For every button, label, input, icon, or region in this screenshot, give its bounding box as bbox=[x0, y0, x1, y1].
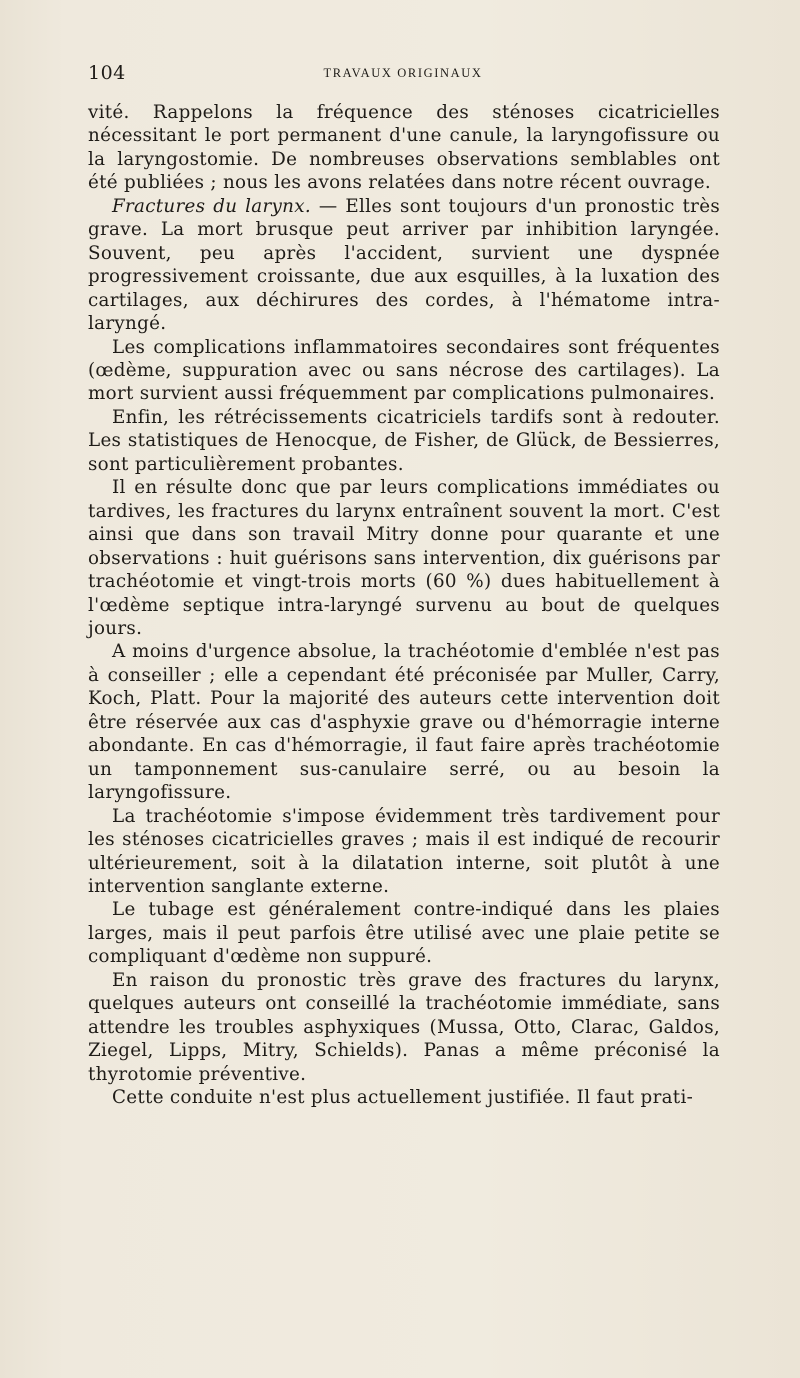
section-title: Fractures du larynx. bbox=[112, 195, 311, 217]
page-header bbox=[88, 62, 718, 88]
body-text bbox=[88, 101, 720, 1109]
paragraph: A moins d'urgence absolue, la trachéotomie d'emblée n'est pas à conseiller ; elle a cependant été préconisée par Muller, Carry, Koch, Platt. Pour la majorité des auteurs cette intervention doit être réservée aux cas d'asphyxie grave ou d'hémorragie interne abondante. En cas d'hémorragie, il faut faire après trachéotomie un tamponnement sus-canulaire serré, ou au besoin la laryngofissure. bbox=[88, 641, 720, 804]
paragraph: Les complications inflammatoires secondaires sont fréquentes (œdème, suppuration avec ou sans nécrose des cartilages). La mort survient aussi fréquemment par complications pulmonaires. bbox=[88, 336, 720, 405]
paragraph: La trachéotomie s'impose évidemment très tardivement pour les sténoses cicatricielles graves ; mais il est indiqué de recourir ultérieurement, soit à la dilatation interne, soit plutôt à une intervention sanglante externe. bbox=[88, 805, 720, 897]
paragraph: Fractures du larynx. — Elles sont toujours d'un pronostic très grave. La mort brusque peut arriver par inhibition laryngée. Souvent, peu après l'accident, survient une dyspnée progressivement croissante, due aux esquilles, à la luxation des cartilages, aux déchirures des cordes, à l'hématome intra-laryngé. bbox=[88, 195, 720, 335]
paragraph: En raison du pronostic très grave des fractures du larynx, quelques auteurs ont conseillé la trachéotomie immédiate, sans attendre les troubles asphyxiques (Mussa, Otto, Clarac, Galdos, Ziegel, Lipps, Mitry, Schields). Panas a même préconisé la thyrotomie préventive. bbox=[88, 969, 720, 1085]
paragraph: Le tubage est généralement contre-indiqué dans les plaies larges, mais il peut parfois être utilisé avec une plaie petite se compliquant d'œdème non suppuré. bbox=[88, 899, 720, 968]
paragraph: Cette conduite n'est plus actuellement justifiée. Il faut prati- bbox=[112, 1087, 694, 1109]
page-number: 104 bbox=[88, 62, 126, 84]
running-head: TRAVAUX ORIGINAUX bbox=[323, 66, 483, 80]
paragraph: vité. Rappelons la fréquence des sténoses cicatricielles nécessitant le port permanent d'une canule, la laryngofissure ou la laryngostomie. De nombreuses observations semblables ont été publiées ; nous les avons relatées dans notre récent ouvrage. bbox=[88, 102, 720, 194]
paragraph: Il en résulte donc que par leurs complications immédiates ou tardives, les fractures du larynx entraînent souvent la mort. C'est ainsi que dans son travail Mitry donne pour quarante et une observations : huit guérisons sans intervention, dix guérisons par trachéotomie et vingt-trois morts (60 %) dues habituellement à l'œdème septique intra-laryngé survenu au bout de quelques jours. bbox=[88, 477, 720, 639]
paragraph: Enfin, les rétrécissements cicatriciels tardifs sont à redouter. Les statistiques de Henocque, de Fisher, de Glück, de Bessierres, sont particulièrement probantes. bbox=[88, 406, 720, 475]
